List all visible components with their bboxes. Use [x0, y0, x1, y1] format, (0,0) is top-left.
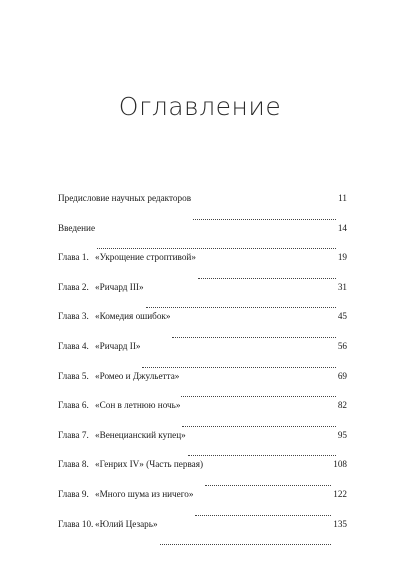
- toc-entry-number: Глава 4.: [58, 340, 89, 351]
- toc-entry-number: Глава 5.: [58, 370, 89, 381]
- toc-entry[interactable]: [58, 223, 347, 253]
- toc-entry-label: «Венецианский купец»: [95, 429, 186, 440]
- toc-dot-leader: [198, 278, 336, 279]
- toc-entry-number: Глава 2.: [58, 281, 89, 292]
- toc-entry[interactable]: [58, 519, 347, 549]
- toc-entry[interactable]: [58, 430, 347, 460]
- toc-entry-page: 95: [337, 429, 347, 440]
- toc-entry-label: «Комедия ошибок»: [95, 311, 171, 322]
- toc-dot-leader: [172, 337, 335, 338]
- toc-entry-page: 69: [337, 370, 347, 381]
- toc-entry-page: 135: [333, 518, 347, 529]
- toc-entry[interactable]: [58, 311, 347, 341]
- toc-entry-number: Глава 6.: [58, 400, 89, 411]
- toc-entry-label: «Сон в летнюю ночь»: [95, 400, 181, 411]
- toc-dot-leader: [97, 248, 336, 249]
- toc-entry-label: Введение: [58, 222, 96, 233]
- toc-dot-leader: [193, 219, 336, 220]
- toc-list: [58, 193, 347, 548]
- toc-entry-page: 14: [337, 222, 347, 233]
- toc-entry-number: Глава 8.: [58, 459, 89, 470]
- toc-entry[interactable]: [58, 282, 347, 312]
- toc-dot-leader: [146, 307, 336, 308]
- toc-entry-label: Предисловие научных редакторов: [58, 193, 192, 203]
- toc-dot-leader: [195, 515, 331, 516]
- toc-dot-leader: [142, 367, 335, 368]
- toc-dot-leader: [182, 426, 335, 427]
- page-title: Оглавление: [118, 92, 282, 121]
- toc-entry-page: 108: [333, 459, 347, 470]
- toc-entry-page: 45: [337, 311, 347, 322]
- toc-entry-label: «Укрощение строптивой»: [95, 252, 196, 263]
- toc-entry-number: Глава 3.: [58, 311, 89, 322]
- toc-entry[interactable]: [58, 489, 347, 519]
- toc-entry[interactable]: [58, 341, 347, 371]
- toc-entry-page: 82: [337, 400, 347, 411]
- toc-entry-page: 56: [337, 340, 347, 351]
- toc-entry[interactable]: [58, 400, 347, 430]
- toc-dot-leader: [188, 455, 336, 456]
- toc-entry-page: 122: [333, 488, 347, 499]
- toc-entry-label: «Ричард II»: [95, 340, 141, 351]
- toc-entry-number: Глава 1.: [58, 252, 89, 263]
- toc-entry-page: 11: [338, 193, 347, 203]
- toc-entry[interactable]: [58, 252, 347, 282]
- toc-entry-label: «Ричард III»: [95, 281, 144, 292]
- toc-entry-number: Глава 7.: [58, 429, 89, 440]
- toc-entry[interactable]: [58, 193, 347, 223]
- toc-entry[interactable]: [58, 371, 347, 401]
- toc-dot-leader: [181, 396, 335, 397]
- toc-entry-label: «Много шума из ничего»: [95, 488, 194, 499]
- toc-entry[interactable]: [58, 459, 347, 489]
- toc-entry-number: Глава 10.: [58, 518, 94, 529]
- toc-entry-label: «Юлий Цезарь»: [95, 518, 158, 529]
- toc-entry-page: 19: [337, 252, 347, 263]
- toc-entry-number: Глава 9.: [58, 488, 89, 499]
- toc-entry-page: 31: [337, 281, 347, 292]
- toc-entry-label: «Генрих IV» (Часть первая): [95, 459, 204, 470]
- toc-entry-label: «Ромео и Джульетта»: [95, 370, 180, 381]
- toc-dot-leader: [160, 544, 332, 545]
- toc-dot-leader: [205, 485, 331, 486]
